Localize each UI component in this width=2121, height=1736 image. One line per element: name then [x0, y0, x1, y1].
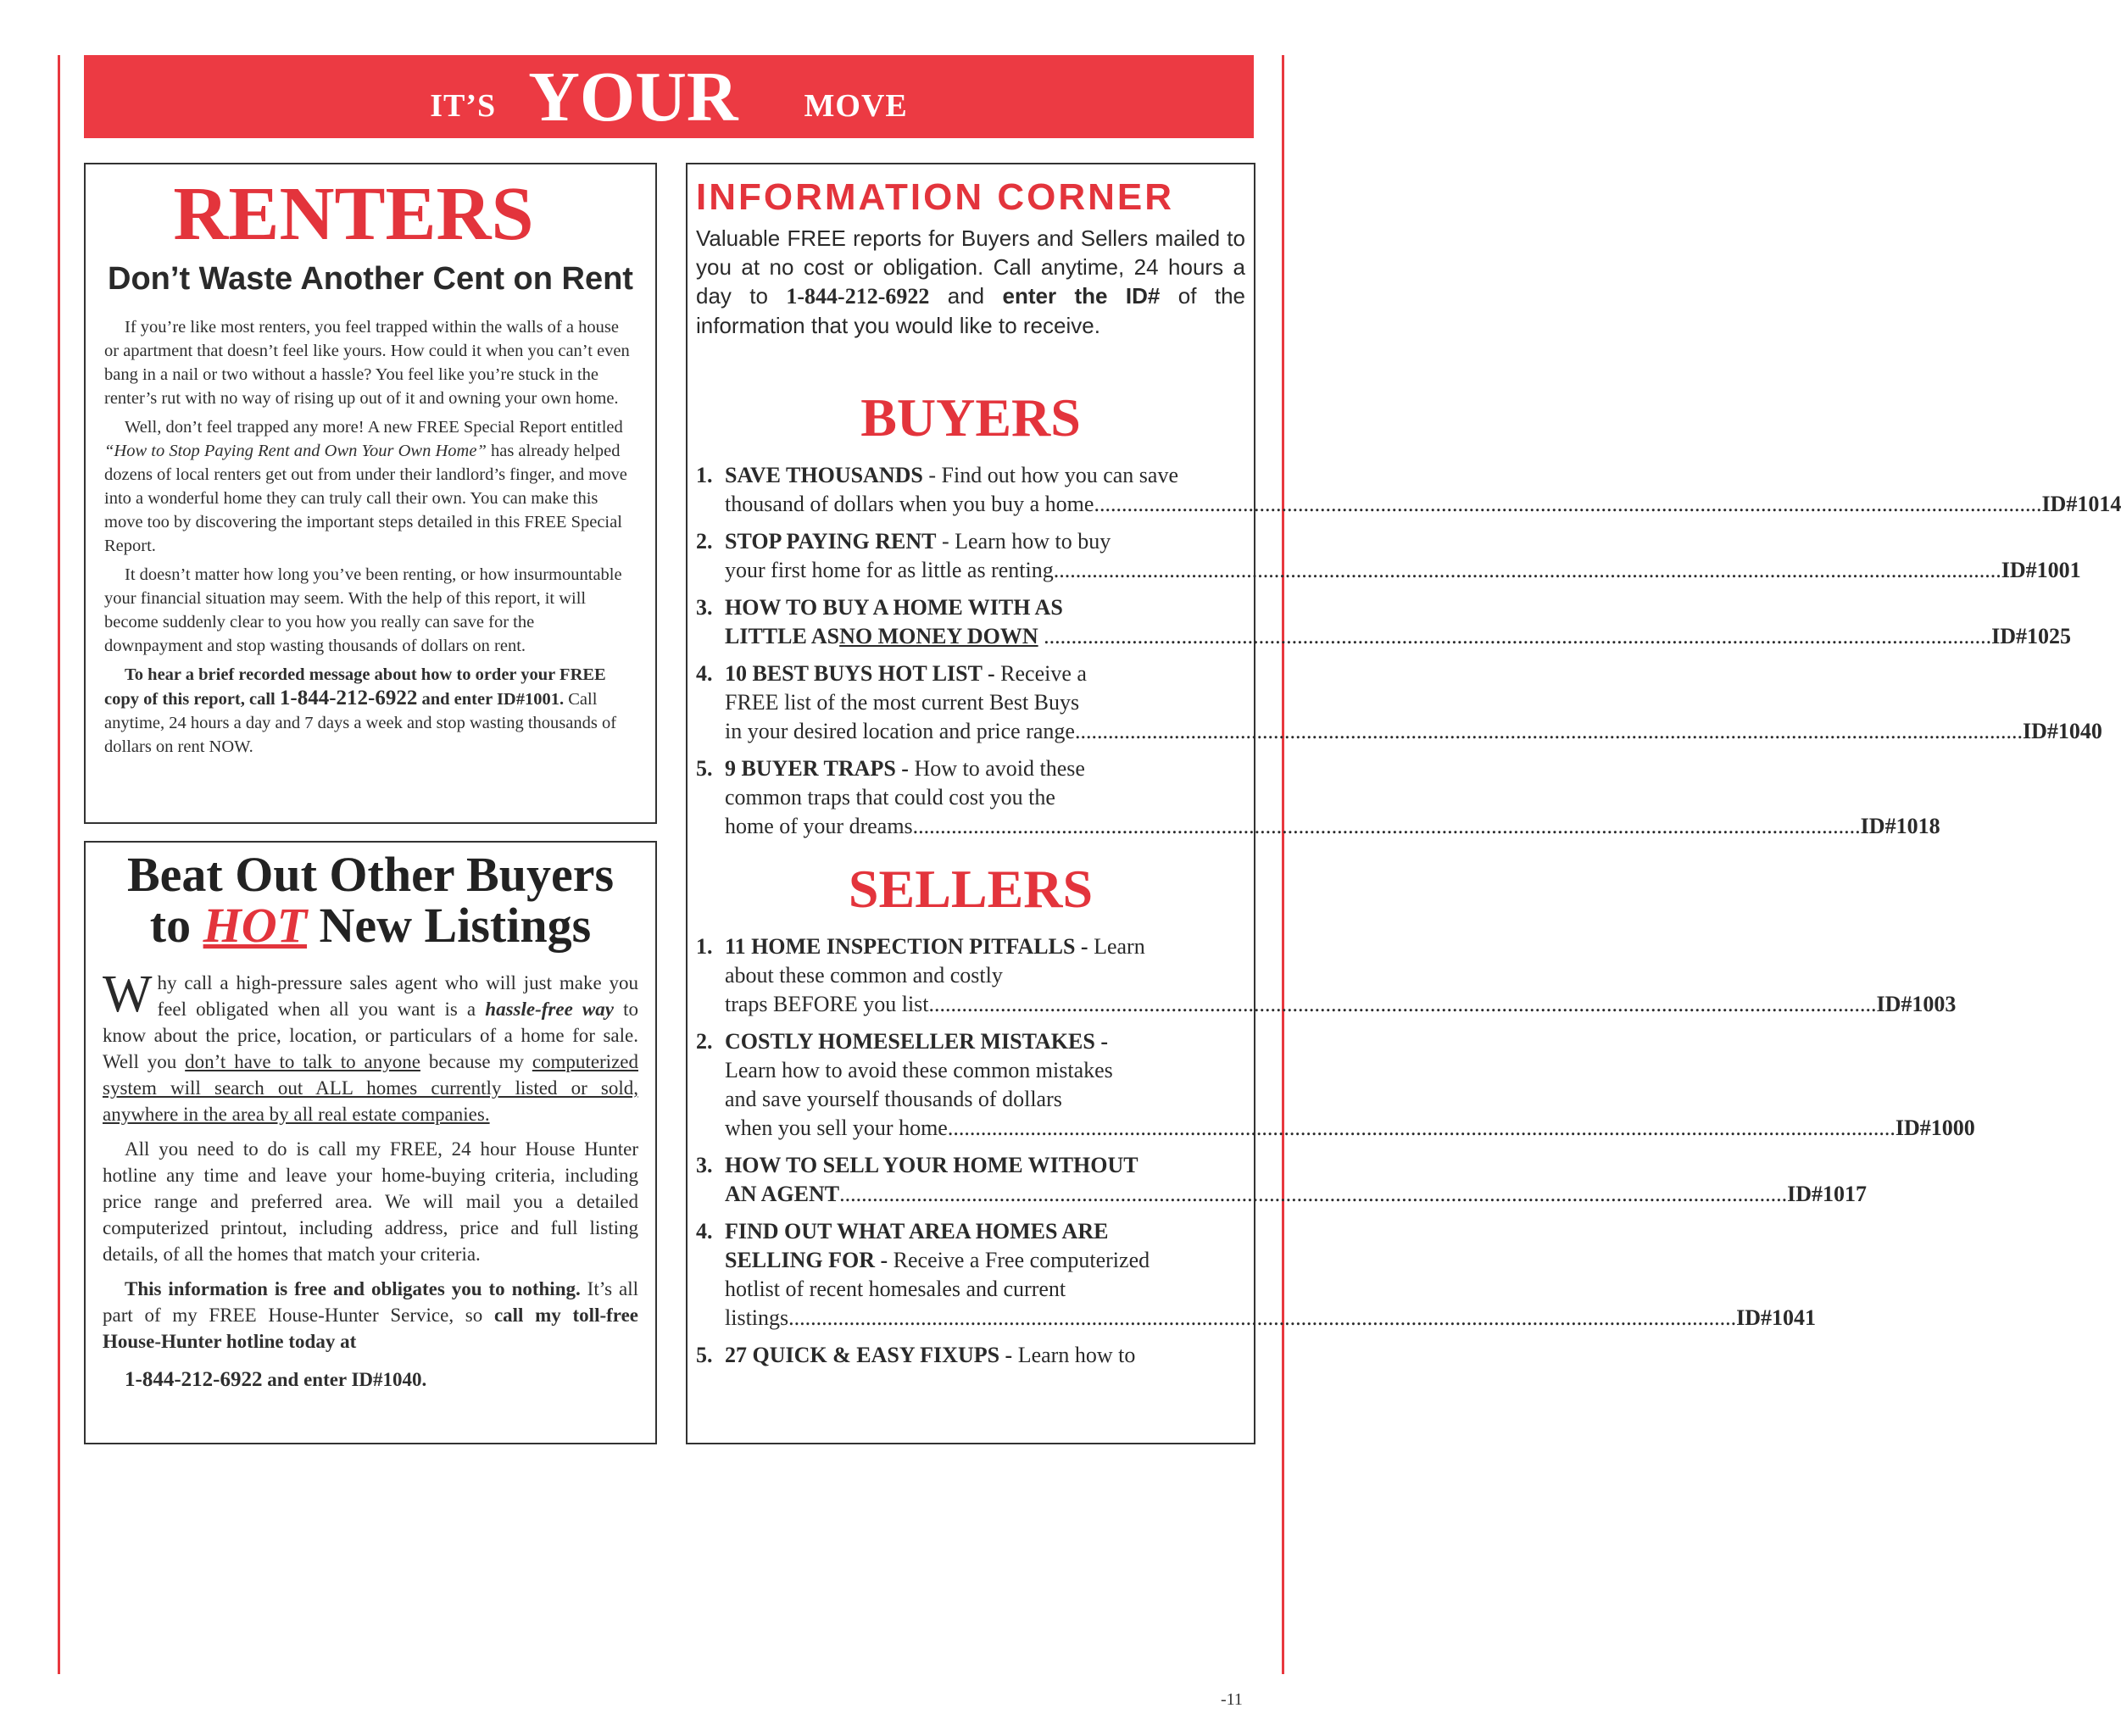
item-number: 3. — [696, 1153, 713, 1177]
leader-dots — [1044, 622, 1991, 651]
information-corner-intro — [696, 224, 1245, 340]
list-item — [696, 659, 2102, 746]
leader-dots — [788, 1304, 1736, 1333]
beat-paragraph-4 — [103, 1366, 638, 1393]
list-item — [696, 593, 2072, 651]
item-heading: SELLING FOR - — [725, 1248, 893, 1272]
item-text: Learn how to avoid these common mistakes — [725, 1058, 1113, 1082]
list-item — [696, 1027, 1975, 1143]
leader-dots — [913, 812, 1861, 841]
list-item — [696, 754, 1940, 841]
information-corner-title: INFORMATION CORNER — [696, 176, 1175, 218]
item-heading: HOW TO BUY A HOME WITH AS — [725, 595, 1063, 620]
leader-dots — [839, 1180, 1787, 1209]
beat-title-hot: HOT — [203, 898, 308, 953]
renters-phone: 1-844-212-6922 — [279, 687, 418, 709]
beat-phone: 1-844-212-6922 — [125, 1368, 263, 1391]
hassle-free-emphasis: hassle-free way — [485, 999, 614, 1020]
item-heading: 9 BUYER TRAPS - — [725, 756, 915, 781]
information-corner-box — [686, 163, 2121, 1444]
item-id: ID#1001 — [2001, 558, 2081, 582]
item-number: 3. — [696, 595, 713, 620]
beat-p1-b: to know about the price, location, or particulars of a home for sale. Well you — [103, 999, 639, 1072]
beat-title-line-2 — [86, 900, 655, 951]
buyers-list — [696, 461, 2121, 849]
leader-dots — [1075, 717, 2023, 746]
item-id: ID#1003 — [1876, 992, 1957, 1016]
list-item — [696, 1151, 1867, 1209]
sellers-list — [696, 932, 1975, 1378]
item-number: 1. — [696, 934, 713, 959]
list-item — [696, 527, 2081, 585]
renters-paragraph-4 — [104, 663, 635, 759]
item-text: thousand of dollars when you buy a home — [725, 492, 1094, 516]
item-text: Receive a Free computerized — [893, 1248, 1150, 1272]
item-text: Learn how to — [1017, 1343, 1136, 1367]
item-number: 4. — [696, 661, 713, 686]
intro-text-b: and — [929, 283, 1003, 309]
item-sep: - — [922, 463, 942, 487]
beat-paragraph-2: All you need to do is call my FREE, 24 hour House Hunter hotline any time and leave your home-buying criteria, including price range and preferred area. We will mail you a detailed computerized printout, including address, price and full listing details, of all the homes that match your criteria. — [103, 1138, 638, 1265]
renters-title: RENTERS — [173, 172, 534, 256]
list-item — [696, 1341, 1244, 1370]
item-id: ID#1018 — [1860, 814, 1940, 838]
renters-paragraph-2 — [104, 415, 635, 558]
leader-dots — [948, 1114, 1896, 1143]
intro-text-a: Valuable FREE reports for Buyers and Sellers mailed to you at no cost or obligation. Call anytime, 24 hours a day to — [696, 225, 1245, 309]
item-text: about these common and costly — [725, 963, 1003, 988]
banner-left-text: IT’S — [430, 88, 497, 124]
buyers-heading: BUYERS — [860, 387, 1081, 448]
beat-buyers-box — [84, 841, 657, 1444]
beat-body — [103, 965, 639, 1401]
list-item — [696, 1217, 1817, 1333]
item-text: hotlist of recent homesales and current — [725, 1277, 1066, 1301]
item-text: Learn — [1094, 934, 1145, 959]
item-text: Learn how to buy — [955, 529, 1111, 554]
beat-paragraph-3 — [103, 1276, 638, 1355]
renters-p2-text-2: has already helped dozens of local renters get out from under their landlord’s finger, and move into a wonderful home they can truly call their own. You can make this move too by discovering the important steps detailed in this FREE Special Report. — [104, 442, 627, 555]
item-heading: 27 QUICK & EASY FIXUPS - — [725, 1343, 1018, 1367]
beat-phone-id: and enter ID#1040. — [262, 1369, 427, 1390]
beat-p1-a: hy call a high-pressure sales agent who will just make you feel obligated when all you want is a — [157, 972, 638, 1020]
item-text: when you sell your home — [725, 1116, 948, 1140]
item-number: 5. — [696, 1343, 713, 1367]
leader-dots — [1054, 556, 2001, 585]
page-number: -11 — [1221, 1690, 1243, 1709]
item-text: home of your dreams — [725, 814, 913, 838]
renters-paragraph-1: If you’re like most renters, you feel trapped within the walls of a house or apartment that doesn’t feel like yours. How could it when you can’t even bang in a nail or two without a hassle? You feel like you’re stuck in the renter’s rut with no way of rising up out of it and owning your own home. — [104, 318, 630, 408]
renters-subtitle: Don’t Waste Another Cent on Rent — [108, 261, 633, 297]
banner-center-text: YOUR — [528, 57, 738, 136]
list-item — [696, 932, 1957, 1019]
item-text: FREE list of the most current Best Buys — [725, 690, 1080, 715]
beat-title — [86, 849, 655, 951]
item-heading: 11 HOME INSPECTION PITFALLS - — [725, 934, 1094, 959]
list-item — [696, 461, 2121, 519]
right-margin-rule — [1282, 55, 1284, 1674]
renters-p2-text: Well, don’t feel trapped any more! A new FREE Special Report entitled — [125, 418, 623, 437]
beat-p1-underline-1: don’t have to talk to anyone — [185, 1051, 420, 1072]
item-id: ID#1017 — [1787, 1182, 1867, 1206]
renters-box — [84, 163, 657, 824]
item-text: traps BEFORE you list — [725, 992, 929, 1016]
beat-title-rest: New Listings — [307, 898, 592, 953]
item-text: in your desired location and price range — [725, 719, 1075, 743]
item-id: ID#1014 — [2041, 492, 2121, 516]
item-text: listings — [725, 1305, 789, 1330]
item-text: Find out how you can save — [941, 463, 1178, 487]
item-id: ID#1041 — [1736, 1305, 1817, 1330]
leader-dots — [1094, 490, 2041, 519]
beat-p3-text: It’s all part of my FREE House-Hunter Service, so — [103, 1278, 638, 1326]
item-text: your first home for as little as renting — [725, 558, 1054, 582]
intro-text-c: of the information that you would like to receive. — [696, 283, 1245, 338]
beat-title-to: to — [149, 898, 203, 953]
item-number: 2. — [696, 529, 713, 554]
intro-phone: 1-844-212-6922 — [786, 284, 930, 309]
item-id: ID#1025 — [1991, 624, 2072, 648]
item-heading: COSTLY HOMESELLER MISTAKES - — [725, 1029, 1108, 1054]
item-text: How to avoid these — [914, 756, 1085, 781]
renters-cta-id: and enter ID#1001. — [417, 690, 565, 709]
item-heading: FIND OUT WHAT AREA HOMES ARE — [725, 1219, 1109, 1244]
report-title: “How to Stop Paying Rent and Own Your Own Home” — [104, 442, 487, 460]
sellers-heading: SELLERS — [848, 859, 1094, 919]
item-heading: AN AGENT — [725, 1182, 840, 1206]
leader-dots — [929, 990, 1877, 1019]
left-margin-rule — [58, 55, 60, 1674]
banner-right-text: MOVE — [804, 88, 908, 124]
renters-body — [104, 315, 635, 764]
item-text: Receive a — [1000, 661, 1087, 686]
item-text: and save yourself thousands of dollars — [725, 1087, 1062, 1111]
item-heading: STOP PAYING RENT — [725, 529, 937, 554]
item-text: common traps that could cost you the — [725, 785, 1055, 810]
beat-paragraph-1 — [103, 965, 639, 1127]
item-heading-underlined: NO MONEY DOWN — [839, 624, 1038, 648]
beat-p3-bold-2: call my toll-free House-Hunter hotline today at — [103, 1305, 638, 1352]
item-number: 5. — [696, 756, 713, 781]
item-number: 2. — [696, 1029, 713, 1054]
item-sep: - — [936, 529, 955, 554]
drop-cap: W — [103, 965, 153, 1023]
item-heading: HOW TO SELL YOUR HOME WITHOUT — [725, 1153, 1138, 1177]
item-heading: 10 BEST BUYS HOT LIST - — [725, 661, 1001, 686]
renters-cta-rest: Call anytime, 24 hours a day and 7 days a week and stop wasting thousands of dollars on rent NOW. — [104, 690, 617, 756]
beat-p3-bold: This information is free and obligates you to nothing. — [125, 1278, 581, 1299]
header-banner — [84, 55, 1254, 138]
item-heading: LITTLE AS — [725, 624, 840, 648]
renters-cta-bold: To hear a brief recorded message about how to order your FREE copy of this report, call — [104, 665, 606, 709]
renters-paragraph-3: It doesn’t matter how long you’ve been renting, or how insurmountable your financial situation may seem. With the help of this report, it will become suddenly clear to you how you really can save for the downpayment and stop wasting thousands of dollars on rent. — [104, 565, 622, 655]
intro-bold: enter the ID# — [1002, 283, 1161, 309]
beat-title-line-1: Beat Out Other Buyers — [126, 847, 615, 902]
beat-p1-c: because my — [420, 1051, 532, 1072]
item-id: ID#1000 — [1895, 1116, 1975, 1140]
beat-p1-underline-2: computerized system will search out ALL homes currently listed or sold, anywhere in the area by all real estate companies. — [103, 1051, 638, 1125]
item-number: 1. — [696, 463, 713, 487]
item-number: 4. — [696, 1219, 713, 1244]
item-heading: SAVE THOUSANDS — [725, 463, 923, 487]
item-id: ID#1040 — [2022, 719, 2102, 743]
